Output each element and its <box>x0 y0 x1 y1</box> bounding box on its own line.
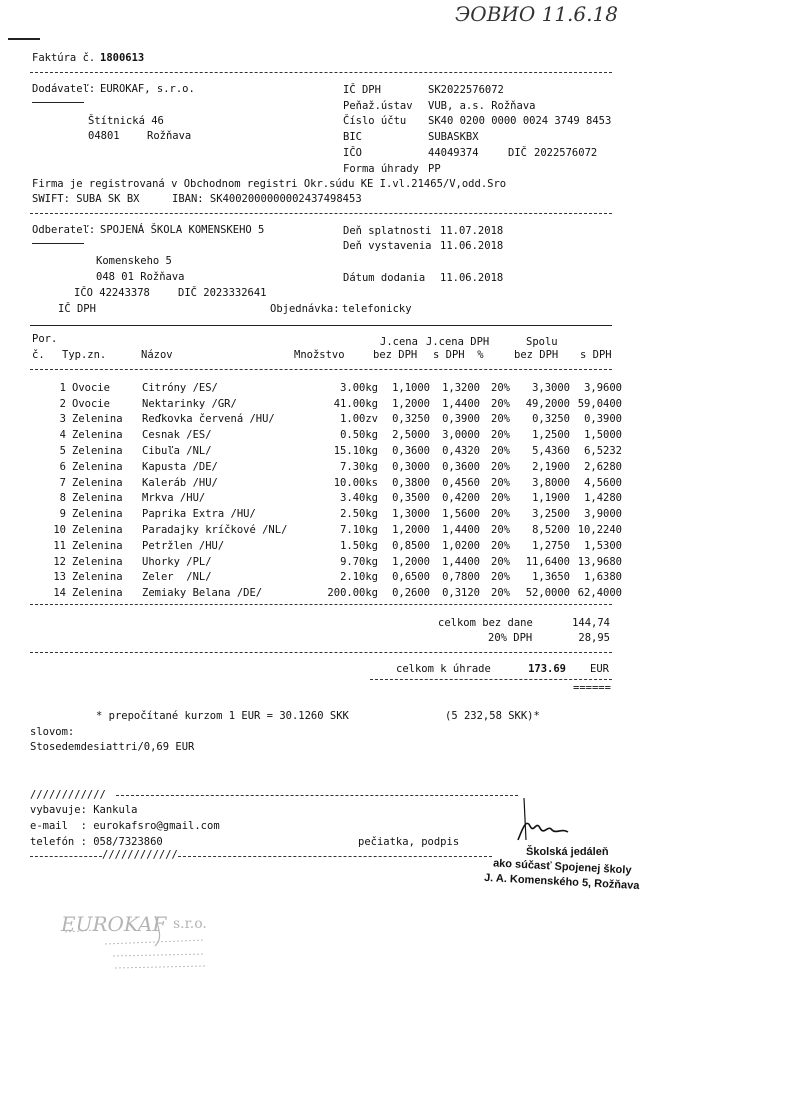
col-price-net-1: J.cena <box>380 336 418 348</box>
cell-t1: 1,3650 <box>532 571 570 584</box>
cell-type: Zelenina <box>72 429 123 442</box>
cell-name: Citróny /ES/ <box>142 381 218 394</box>
supplier-ico: 44049374 <box>428 147 479 159</box>
cell-type: Zelenina <box>72 539 123 552</box>
invoice-label: Faktúra č. <box>32 52 96 64</box>
total-base-label: celkom bez dane <box>438 617 533 629</box>
customer-icdph: IČ DPH <box>58 303 96 315</box>
cell-p2: 1,4400 <box>442 555 480 568</box>
cell-p1: 0,8500 <box>392 539 430 552</box>
cell-p2: 0,4200 <box>442 492 480 505</box>
table-row <box>28 585 622 601</box>
cell-vat: 20% <box>491 413 510 426</box>
cell-name: Zemiaky Belana /DE/ <box>142 587 263 600</box>
customer-label: Odberateľ: <box>32 224 96 236</box>
cell-vat: 20% <box>491 397 510 410</box>
amount-due-label: celkom k úhrade <box>396 663 491 675</box>
cell-type: Ovocie <box>72 381 110 394</box>
cell-qty: 3.40kg <box>340 492 378 505</box>
cell-p1: 0,3000 <box>392 460 430 473</box>
cell-p1: 0,3800 <box>392 476 430 489</box>
divider <box>30 652 612 653</box>
cell-name: Paprika Extra /HU/ <box>142 508 256 521</box>
delivery-date-label: Dátum dodania <box>343 272 426 284</box>
due-date: 11.07.2018 <box>440 225 504 237</box>
cell-p2: 0,7800 <box>442 571 480 584</box>
table-row <box>28 538 622 554</box>
supplier-iban: IBAN: SK4002000000002437498453 <box>172 193 362 205</box>
cell-qty: 7.10kg <box>340 524 378 537</box>
col-total-net: bez DPH <box>514 349 559 361</box>
cell-p2: 1,4400 <box>442 524 480 537</box>
order-label: Objednávka: <box>270 303 340 315</box>
cell-vat: 20% <box>491 381 510 394</box>
supplier-payment: PP <box>428 163 441 175</box>
cell-p1: 0,3600 <box>392 445 430 458</box>
cell-p2: 1,4400 <box>442 397 480 410</box>
cell-t1: 3,2500 <box>532 508 570 521</box>
cell-t1: 3,3000 <box>532 381 570 394</box>
company-stamp <box>55 910 245 980</box>
cell-qty: 2.10kg <box>340 571 378 584</box>
cell-vat: 20% <box>491 587 510 600</box>
divider <box>30 856 102 857</box>
supplier-ico-label: IČO <box>343 147 362 159</box>
cell-name: Kapusta /DE/ <box>142 460 218 473</box>
cell-p2: 1,3200 <box>442 381 480 394</box>
footer-slashes-top: //////////// <box>30 789 106 801</box>
table-row <box>28 491 622 507</box>
cell-t2: 1,6380 <box>584 571 622 584</box>
cell-t1: 0,3250 <box>532 413 570 426</box>
cell-qty: 0.50kg <box>340 429 378 442</box>
cell-type: Zelenina <box>72 460 123 473</box>
handwritten-date-note: ЭОВИО 11.6.18 <box>455 2 618 26</box>
table-row <box>28 427 622 443</box>
cell-t2: 10,2240 <box>577 524 622 537</box>
cell-type: Zelenina <box>72 587 123 600</box>
cell-vat: 20% <box>491 555 510 568</box>
cell-p1: 0,3500 <box>392 492 430 505</box>
cell-vat: 20% <box>491 571 510 584</box>
col-qty: Množstvo <box>294 349 345 361</box>
cell-no: 11 <box>53 539 66 552</box>
supplier-street: Štítnická 46 <box>88 115 164 127</box>
supplier-bank-label: Peňaž.ústav <box>343 100 413 112</box>
table-top-rule <box>30 325 612 326</box>
cell-qty: 9.70kg <box>340 555 378 568</box>
supplier-registry: Firma je registrovaná v Obchodnom registri Okr.súdu KE I.vl.21465/V,odd.Sro <box>32 178 507 190</box>
cell-vat: 20% <box>491 476 510 489</box>
cell-no: 9 <box>59 508 66 521</box>
supplier-icdph: SK2022576072 <box>428 84 504 96</box>
cell-qty: 10.00ks <box>333 476 378 489</box>
cell-name: Petržlen /HU/ <box>142 539 225 552</box>
school-stamp-line3: J. A. Komenského 5, Rožňava <box>483 871 640 893</box>
amount-in-words: Stosedemdesiattri/0,69 EUR <box>30 741 195 753</box>
cell-p2: 0,3600 <box>442 460 480 473</box>
exchange-note: * prepočítané kurzom 1 EUR = 30.1260 SKK <box>96 710 349 722</box>
cell-p2: 1,0200 <box>442 539 480 552</box>
col-price-net-2: bez DPH <box>373 349 418 361</box>
cell-p2: 0,3900 <box>442 413 480 426</box>
cell-t2: 1,5300 <box>584 539 622 552</box>
cell-t2: 62,4000 <box>577 587 622 600</box>
supplier-postal: 04801 <box>88 130 120 142</box>
customer-dic: DIČ 2023332641 <box>178 287 267 299</box>
cell-p1: 1,1000 <box>392 381 430 394</box>
divider <box>30 213 612 214</box>
order-value: telefonicky <box>342 303 412 315</box>
customer-name: SPOJENÁ ŠKOLA KOMENSKEHO 5 <box>100 224 265 236</box>
col-name: Názov <box>141 349 173 361</box>
in-words-label: slovom: <box>30 726 75 738</box>
stamp-signature-label: pečiatka, podpis <box>358 836 460 848</box>
issue-date-label: Deň vystavenia <box>343 240 432 252</box>
supplier-bic: SUBASKBX <box>428 131 479 143</box>
col-no: č. <box>32 349 45 361</box>
table-row <box>28 380 622 396</box>
col-total-gross: s DPH <box>580 349 612 361</box>
cell-p2: 3,0000 <box>442 429 480 442</box>
cell-type: Zelenina <box>72 571 123 584</box>
divider <box>178 856 492 857</box>
cell-t2: 1,5000 <box>584 429 622 442</box>
cell-vat: 20% <box>491 429 510 442</box>
cell-type: Zelenina <box>72 445 123 458</box>
cell-vat: 20% <box>491 445 510 458</box>
cell-p2: 1,5600 <box>442 508 480 521</box>
delivery-date: 11.06.2018 <box>440 272 504 284</box>
supplier-icdph-label: IČ DPH <box>343 84 381 96</box>
amount-due-underline: ====== <box>573 682 611 694</box>
cell-p1: 1,2000 <box>392 555 430 568</box>
customer-underline <box>32 243 84 244</box>
table-bottom-rule <box>30 604 612 605</box>
divider <box>30 72 612 73</box>
cell-p2: 0,4560 <box>442 476 480 489</box>
cell-t2: 3,9000 <box>584 508 622 521</box>
cell-p1: 1,2000 <box>392 397 430 410</box>
cell-t1: 3,8000 <box>532 476 570 489</box>
cell-type: Zelenina <box>72 524 123 537</box>
contact-email: e-mail : eurokafsro@gmail.com <box>30 820 220 832</box>
school-stamp-line2: ako súčasť Spojenej školy <box>492 857 632 877</box>
cell-vat: 20% <box>491 492 510 505</box>
table-row <box>28 443 622 459</box>
company-stamp-suffix: s.r.o. <box>173 916 207 932</box>
supplier-account: SK40 0200 0000 0024 3749 8453 <box>428 115 612 127</box>
cell-vat: 20% <box>491 460 510 473</box>
contact-phone: telefón : 058/7323860 <box>30 836 163 848</box>
supplier-payment-label: Forma úhrady <box>343 163 419 175</box>
cell-p2: 0,3120 <box>442 587 480 600</box>
cell-qty: 41.00kg <box>333 397 378 410</box>
cell-t1: 1,1900 <box>532 492 570 505</box>
supplier-swift: SWIFT: SUBA SK BX <box>32 193 140 205</box>
school-stamp-line1: Školská jedáleň <box>526 846 609 858</box>
table-row <box>28 522 622 538</box>
issued-by: vybavuje: Kankula <box>30 804 138 816</box>
cell-type: Zelenina <box>72 555 123 568</box>
supplier-bic-label: BIC <box>343 131 362 143</box>
company-stamp-logo: EUROKAF <box>61 912 167 936</box>
table-row <box>28 554 622 570</box>
due-date-label: Deň splatnosti <box>343 225 432 237</box>
cell-p1: 1,2000 <box>392 524 430 537</box>
cell-t2: 2,6280 <box>584 460 622 473</box>
cell-no: 13 <box>53 571 66 584</box>
signature-mark <box>512 790 572 850</box>
cell-t2: 3,9600 <box>584 381 622 394</box>
cell-p1: 2,5000 <box>392 429 430 442</box>
cell-qty: 3.00kg <box>340 381 378 394</box>
cell-no: 12 <box>53 555 66 568</box>
cell-no: 6 <box>59 460 66 473</box>
cell-t2: 13,9680 <box>577 555 622 568</box>
col-type: Typ.zn. <box>62 349 107 361</box>
total-vat: 28,95 <box>578 632 610 644</box>
divider <box>116 795 518 796</box>
table-row <box>28 459 622 475</box>
cell-t1: 1,2500 <box>532 429 570 442</box>
supplier-name: EUROKAF, s.r.o. <box>100 83 195 95</box>
cell-name: Cibuľa /NL/ <box>142 445 212 458</box>
cell-p2: 0,4320 <box>442 445 480 458</box>
cell-name: Nektarinky /GR/ <box>142 397 237 410</box>
cell-type: Zelenina <box>72 508 123 521</box>
cell-p1: 0,2600 <box>392 587 430 600</box>
amount-due-currency: EUR <box>590 663 609 675</box>
cell-vat: 20% <box>491 539 510 552</box>
cell-name: Reďkovka červená /HU/ <box>142 413 275 426</box>
cell-qty: 7.30kg <box>340 460 378 473</box>
cell-name: Zeler /NL/ <box>142 571 212 584</box>
supplier-bank: VUB, a.s. Rožňava <box>428 100 536 112</box>
cell-no: 1 <box>59 381 66 394</box>
cell-no: 4 <box>59 429 66 442</box>
footer-slashes-bottom: //////////// <box>102 849 178 861</box>
cell-no: 2 <box>59 397 66 410</box>
cell-vat: 20% <box>491 508 510 521</box>
cell-t1: 1,2750 <box>532 539 570 552</box>
table-row <box>28 412 622 428</box>
total-vat-label: 20% DPH <box>488 632 533 644</box>
table-row <box>28 506 622 522</box>
cell-name: Cesnak /ES/ <box>142 429 212 442</box>
supplier-city: Rožňava <box>147 130 192 142</box>
col-price-gross-2: s DPH % <box>433 349 484 361</box>
header-divider <box>30 369 612 370</box>
divider <box>370 679 612 680</box>
table-row <box>28 570 622 586</box>
cell-t1: 52,0000 <box>525 587 570 600</box>
supplier-underline <box>32 102 84 103</box>
cell-no: 5 <box>59 445 66 458</box>
cell-t2: 4,5600 <box>584 476 622 489</box>
invoice-number: 1800613 <box>100 52 145 64</box>
issue-date: 11.06.2018 <box>440 240 504 252</box>
cell-no: 3 <box>59 413 66 426</box>
amount-due: 173.69 <box>528 663 566 675</box>
customer-city: 048 01 Rožňava <box>96 271 185 283</box>
cell-t1: 49,2000 <box>525 397 570 410</box>
cell-p1: 0,6500 <box>392 571 430 584</box>
table-row <box>28 475 622 491</box>
cell-t2: 59,0400 <box>577 397 622 410</box>
cell-type: Zelenina <box>72 413 123 426</box>
customer-street: Komenskeho 5 <box>96 255 172 267</box>
cell-no: 14 <box>53 587 66 600</box>
cell-no: 8 <box>59 492 66 505</box>
top-divider <box>8 38 40 40</box>
col-por: Por. <box>32 333 58 345</box>
supplier-dic: 2022576072 <box>534 147 598 159</box>
cell-p1: 0,3250 <box>392 413 430 426</box>
cell-type: Zelenina <box>72 492 123 505</box>
cell-t1: 5,4360 <box>532 445 570 458</box>
cell-t2: 0,3900 <box>584 413 622 426</box>
cell-vat: 20% <box>491 524 510 537</box>
cell-t2: 6,5232 <box>584 445 622 458</box>
amount-skk: (5 232,58 SKK)* <box>445 710 540 722</box>
cell-qty: 15.10kg <box>333 445 378 458</box>
col-price-gross-1: J.cena DPH <box>426 336 490 348</box>
cell-qty: 1.00zv <box>340 413 378 426</box>
cell-name: Uhorky /PL/ <box>142 555 212 568</box>
items-table <box>28 380 622 601</box>
cell-t1: 2,1900 <box>532 460 570 473</box>
cell-qty: 200.00kg <box>327 587 378 600</box>
cell-no: 10 <box>53 524 66 537</box>
total-base: 144,74 <box>572 617 610 629</box>
cell-name: Paradajky kríčkové /NL/ <box>142 524 288 537</box>
cell-qty: 2.50kg <box>340 508 378 521</box>
customer-ico: IČO 42243378 <box>74 287 150 299</box>
cell-t1: 11,6400 <box>525 555 570 568</box>
table-row <box>28 396 622 412</box>
supplier-label: Dodávateľ: <box>32 83 96 95</box>
supplier-account-label: Číslo účtu <box>343 115 407 127</box>
cell-type: Ovocie <box>72 397 110 410</box>
cell-t1: 8,5200 <box>532 524 570 537</box>
cell-qty: 1.50kg <box>340 539 378 552</box>
col-total-1: Spolu <box>526 336 558 348</box>
cell-type: Zelenina <box>72 476 123 489</box>
supplier-dic-label: DIČ <box>508 147 527 159</box>
cell-name: Mrkva /HU/ <box>142 492 206 505</box>
cell-p1: 1,3000 <box>392 508 430 521</box>
cell-name: Kaleráb /HU/ <box>142 476 218 489</box>
cell-t2: 1,4280 <box>584 492 622 505</box>
cell-no: 7 <box>59 476 66 489</box>
